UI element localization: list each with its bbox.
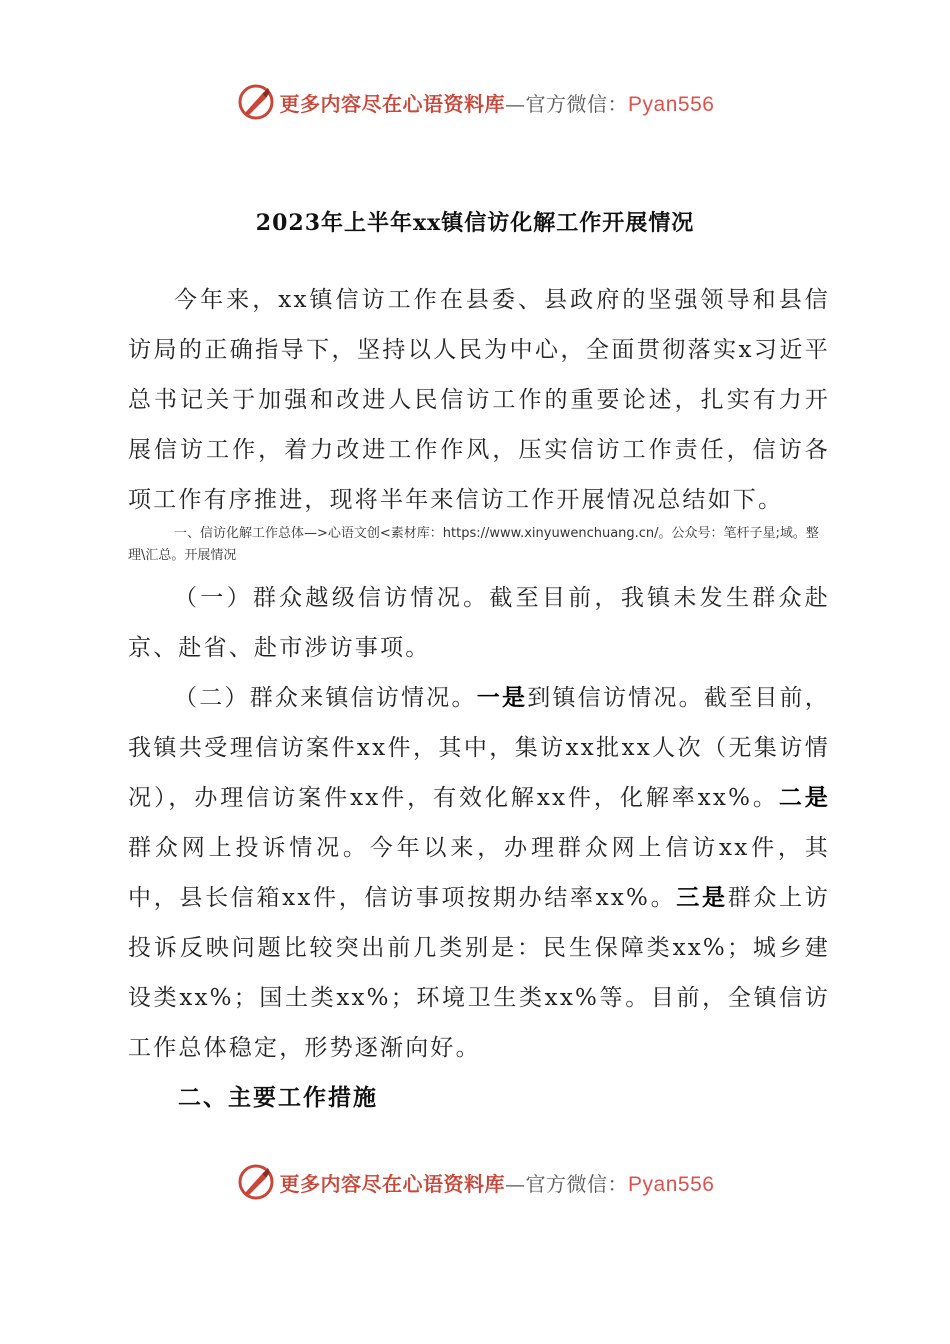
footer-watermark-banner bbox=[0, 1160, 950, 1204]
section2-bold2: 二是 bbox=[778, 784, 830, 811]
section2-text3: 群众上访投诉反映问题比较突出前几类别是：民生保障类xx%；城乡建设类xx%；国土类xx%；环境卫生类xx%等。目前，全镇信访工作总体稳定，形势逐渐向好。 bbox=[128, 885, 830, 1061]
intro-paragraph-block bbox=[128, 275, 830, 525]
section2-bold1: 一是 bbox=[476, 684, 528, 711]
section2-text2: 群众网上投诉情况。今年以来，办理群众网上信访xx件，其中，县长信箱xx件，信访事项按期办结率xx%。 bbox=[128, 835, 830, 911]
banner-part1: 更多内容尽在心语资料库 bbox=[279, 91, 506, 116]
banner-text bbox=[280, 1168, 715, 1197]
header-watermark-banner bbox=[0, 80, 950, 124]
banner-text bbox=[280, 88, 715, 117]
pen-logo-icon bbox=[236, 82, 276, 122]
section2-text1: 到镇信访情况。截至目前，我镇共受理信访案件xx件，其中，集访xx批xx人次（无集访情况），办理信访案件xx件，有效化解xx件，化解率xx%。 bbox=[128, 685, 830, 811]
section2-paragraph bbox=[128, 673, 830, 1073]
section1-paragraph: （一）群众越级信访情况。截至目前，我镇未发生群众赴京、赴省、赴市涉访事项。 bbox=[128, 585, 830, 661]
section2-bold3: 三是 bbox=[676, 884, 728, 911]
section2-block bbox=[128, 673, 830, 1073]
pen-logo-icon bbox=[236, 1162, 276, 1202]
banner-part3: Pyan556 bbox=[628, 1172, 715, 1196]
banner-part2: —官方微信： bbox=[505, 1171, 629, 1196]
banner-part2: —官方微信： bbox=[505, 91, 629, 116]
banner-part3: Pyan556 bbox=[628, 92, 715, 116]
section-heading-2: 二、主要工作措施 bbox=[178, 1084, 378, 1111]
intro-paragraph: 今年来，xx镇信访工作在县委、县政府的坚强领导和县信访局的正确指导下，坚持以人民为中心，全面贯彻落实x习近平总书记关于加强和改进人民信访工作的重要论述，扎实有力开展信访工作，着力改进工作作风，压实信访工作责任，信访各项工作有序推进，现将半年来信访工作开展情况总结如下。 bbox=[128, 287, 830, 513]
section2-lead: （二）群众来镇信访情况。 bbox=[174, 685, 477, 711]
banner-part1: 更多内容尽在心语资料库 bbox=[279, 1171, 506, 1196]
section1-block bbox=[128, 573, 830, 673]
document-title: 2023年上半年xx镇信访化解工作开展情况 bbox=[255, 210, 695, 236]
source-note: 一、信访化解工作总体—>心语文创<素材库：https://www.xinyuwenchuang.cn/。公众号：笔杆子星;域。整理\汇总。开展情况 bbox=[128, 526, 819, 563]
